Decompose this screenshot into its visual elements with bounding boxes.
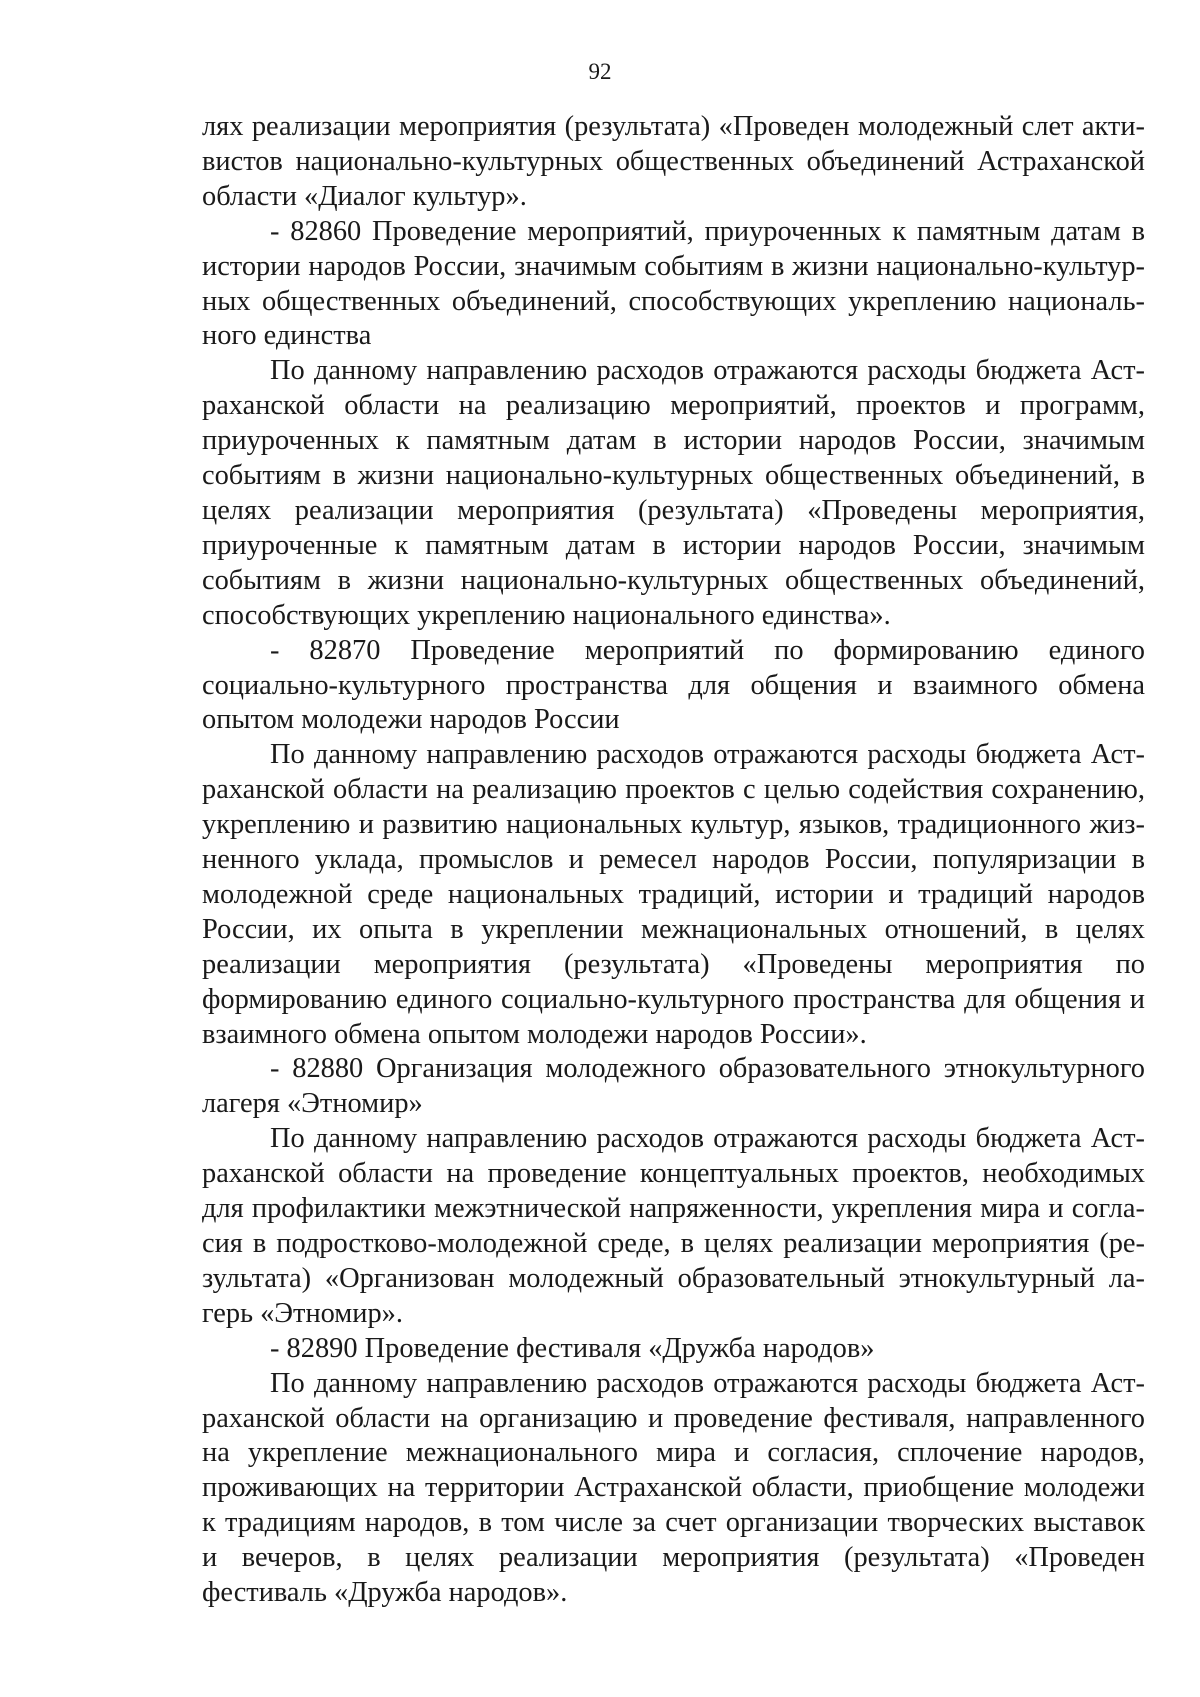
list-item-82860: - 82860 Проведение мероприятий, приуроченных к памятным датам в истории народов России, значимым событиям в жизни национально-культурных общественных объединений, способствующих укреплению национального единства [202, 215, 1145, 352]
paragraph: По данному направлению расходов отражаются расходы бюджета Астраханской области на организацию и проведение фестиваля, направленного на укрепление межнационального мира и согласия, сплочение народов, проживающих на территории Астраханской области, приобщение молодежи к традициям народов, в том числе за счет организации творческих выставок и вечеров, в целях реализации мероприятия (результата) «Проведен фестиваль «Дружба народов». [202, 1367, 1145, 1609]
paragraph: По данному направлению расходов отражаются расходы бюджета Астраханской области на реализацию проектов с целью содействия сохранению, укреплению и развитию национальных культур, языков, традиционного жизненного уклада, промыслов и ремесел народов России, популяризации в молодежной среде национальных традиций, истории и традиций народов России, их опыта в укреплении межнациональных отношений, в целях реализации мероприятия (результата) «Проведены мероприятия по формированию единого социально-культурного пространства для общения и взаимного обмена опытом молодежи народов России». [202, 739, 1145, 1050]
list-item-82880: - 82880 Организация молодежного образовательного этнокультурного лагеря «Этномир» [202, 1053, 1145, 1120]
document-body [202, 110, 1145, 1611]
list-item-82870: - 82870 Проведение мероприятий по формированию единого социально-культурного пространства для общения и взаимного обмена опытом молодежи народов России [202, 634, 1145, 736]
page-number: 92 [588, 59, 612, 84]
paragraph: лях реализации мероприятия (результата) «Проведен молодежный слет активистов национально-культурных общественных объединений Астраханской области «Диалог культур». [202, 111, 1145, 212]
paragraph: По данному направлению расходов отражаются расходы бюджета Астраханской области на проведение концептуальных проектов, необходимых для профилактики межэтнической напряженности, укрепления мира и согласия в подростково-молодежной среде, в целях реализации мероприятия (результата) «Организован молодежный образовательный этнокультурный лагерь «Этномир». [202, 1123, 1145, 1329]
paragraph: По данному направлению расходов отражаются расходы бюджета Астраханской области на реализацию мероприятий, проектов и программ, приуроченных к памятным датам в истории народов России, значимым событиям в жизни национально-культурных общественных объединений, в целях реализации мероприятия (результата) «Проведены мероприятия, приуроченные к памятным датам в истории народов России, значимым событиям в жизни национально-культурных общественных объединений, способствующих укреплению национального единства». [202, 355, 1145, 631]
list-item-82890: - 82890 Проведение фестиваля «Дружба народов» [270, 1332, 875, 1364]
